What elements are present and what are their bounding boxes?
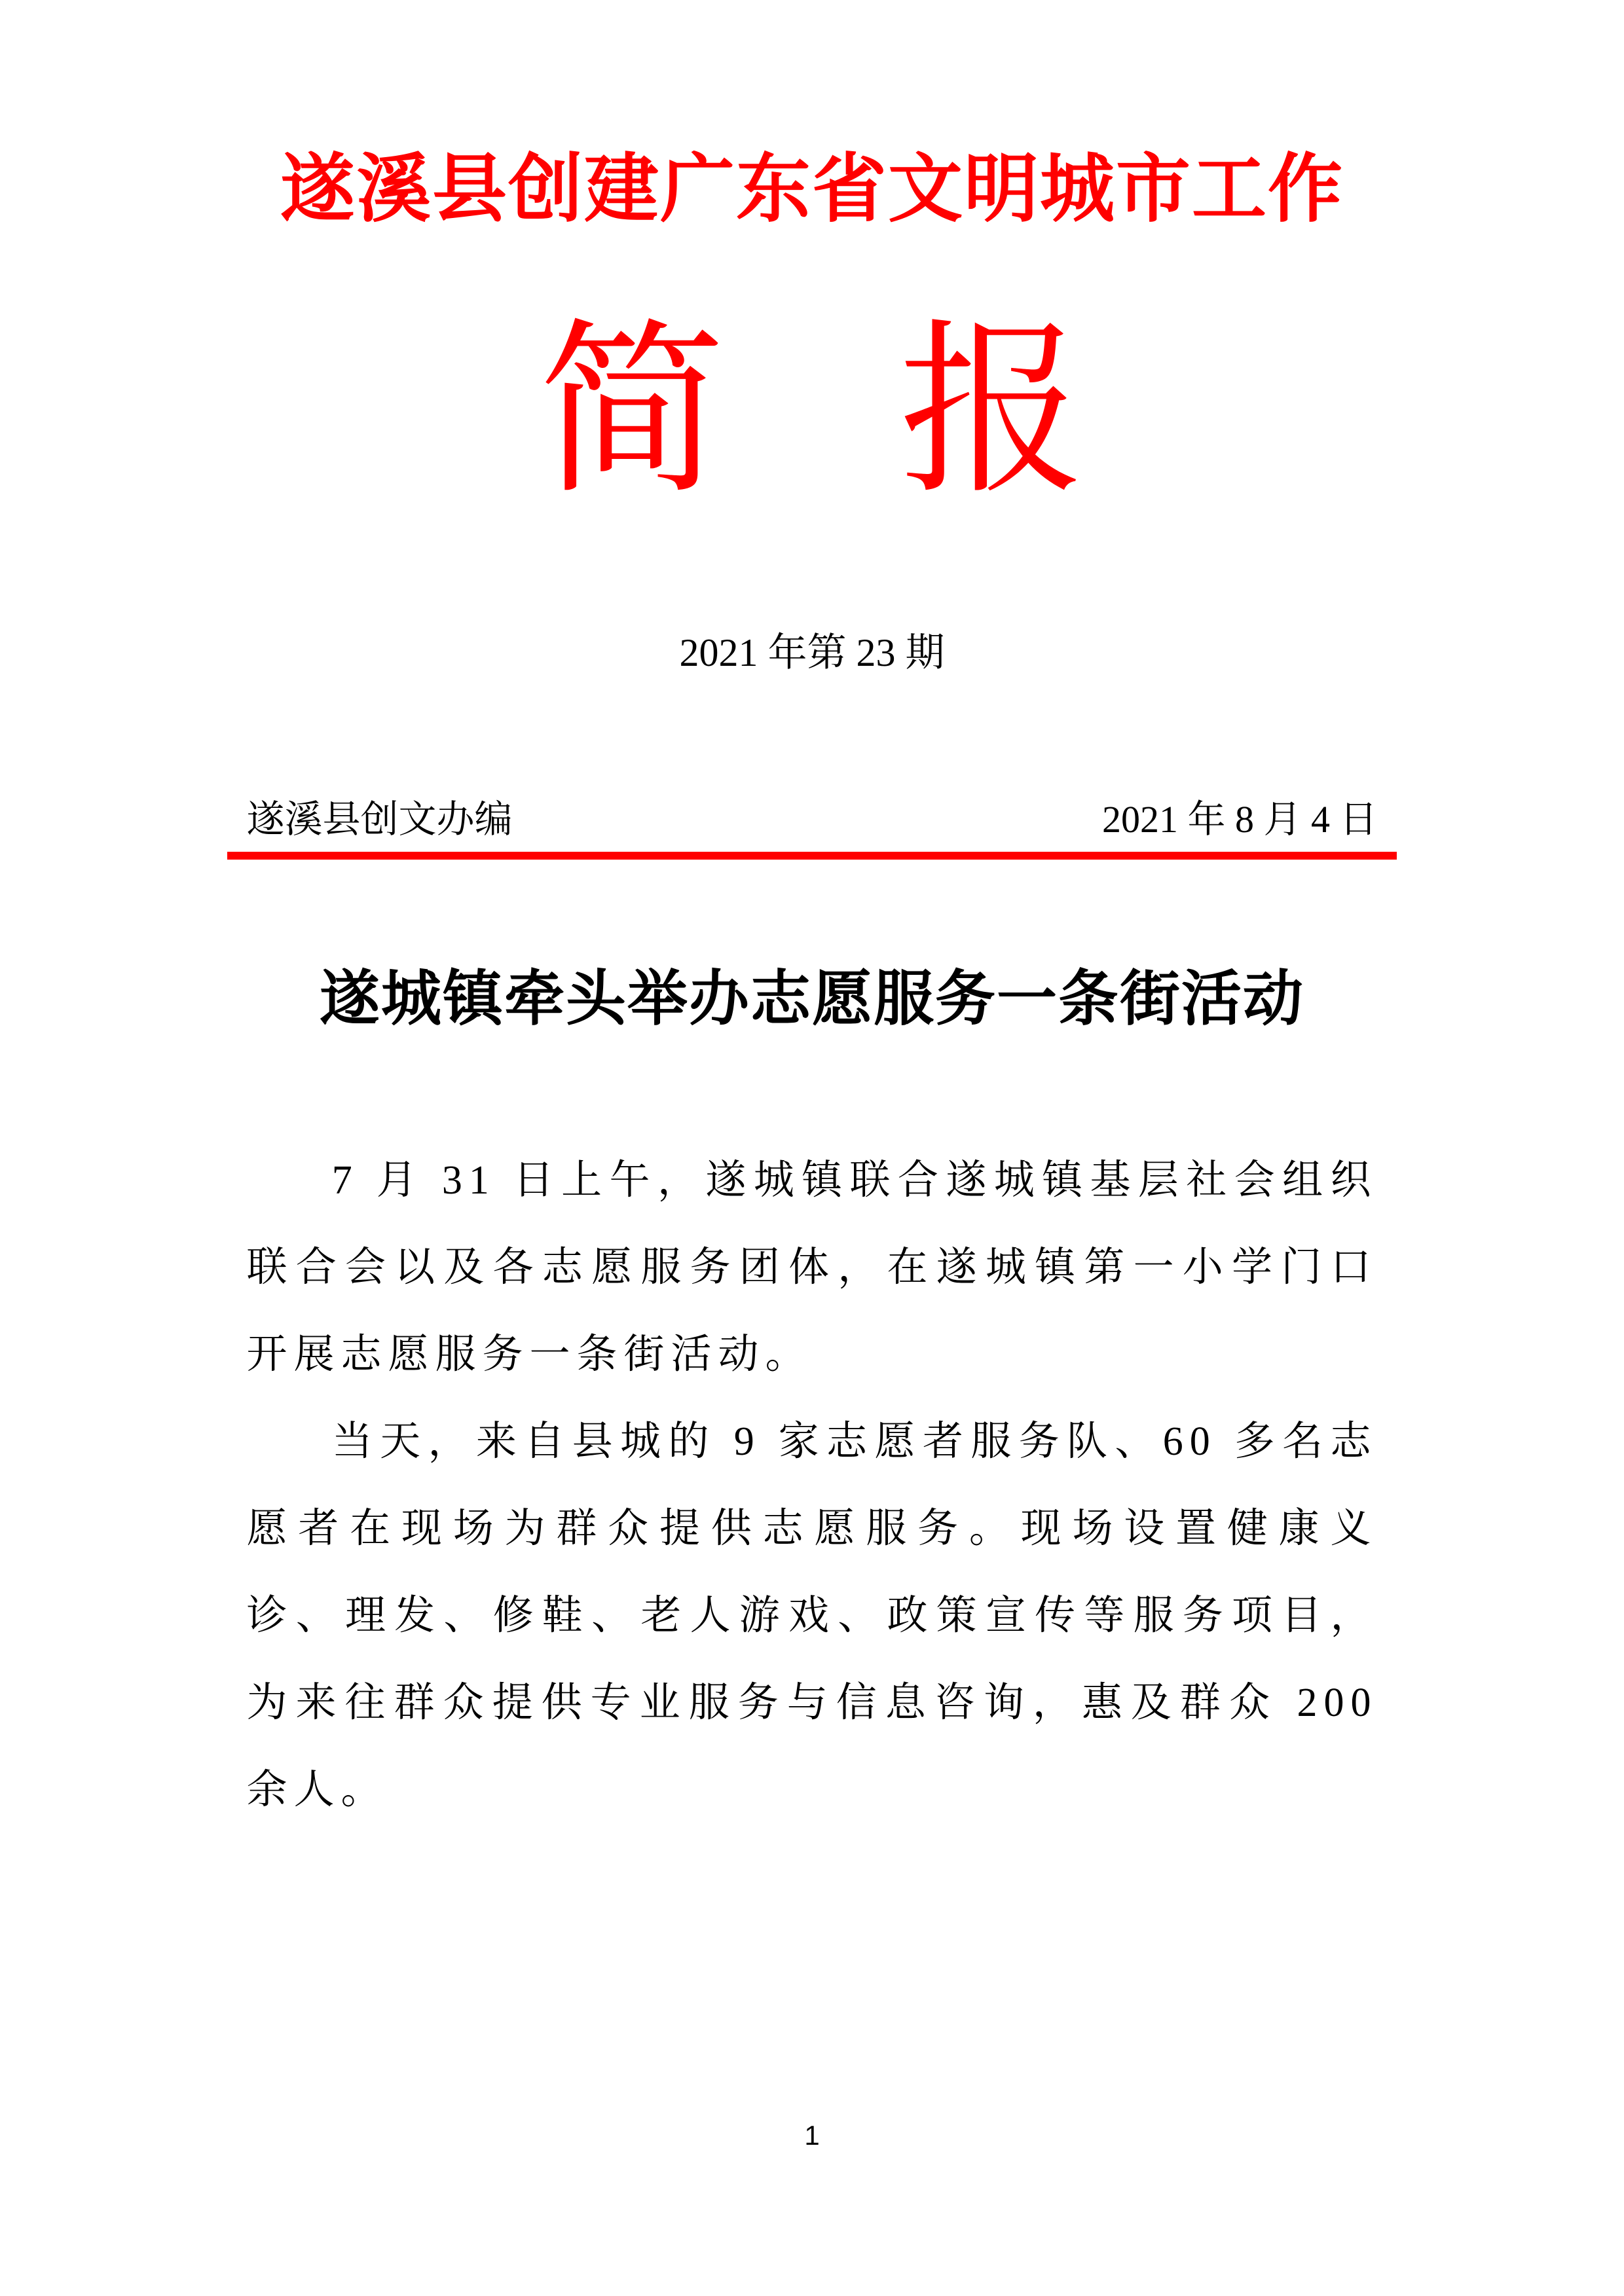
page-number: 1 [804,2120,820,2151]
article-title: 遂城镇牵头举办志愿服务一条街活动 [319,966,1304,1032]
red-divider-rule [227,852,1397,860]
masthead [0,141,1624,860]
article [247,961,1378,1834]
article-paragraph-1: 7 月 31 日上午，遂城镇联合遂城镇基层社会组织联合会以及各志愿服务团体，在遂城镇第一小学门口开展志愿服务一条街活动。 [246,1158,1378,1377]
article-body [247,1137,1378,1834]
brief-char-jian: 简 [538,309,726,516]
article-paragraph-2: 当天，来自县城的 9 家志愿者服务队、60 多名志愿者在现场为群众提供志愿服务。现场设置健康义诊、理发、修鞋、老人游戏、政策宣传等服务项目，为来往群众提供专业服务与信息咨询，惠及群众 200 余人。 [246,1419,1378,1812]
masthead-brief-title [0,309,1624,516]
masthead-title: 遂溪县创建广东省文明城市工作 [280,148,1344,231]
publication-info-row [247,797,1378,843]
publication-date: 2021 年 8 月 4 日 [1101,798,1378,841]
brief-char-bao: 报 [898,309,1086,516]
issue-number: 2021 年第 23 期 [679,631,945,674]
editor-name: 遂溪县创文办编 [246,798,513,841]
